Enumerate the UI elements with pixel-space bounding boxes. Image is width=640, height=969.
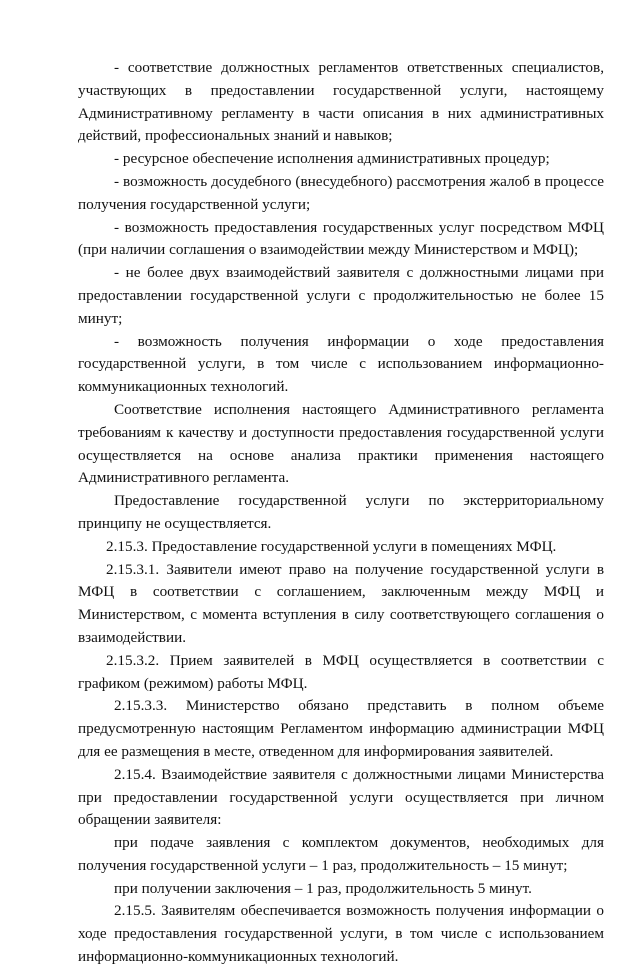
paragraph-extraterritorial: Предоставление государственной услуги по экстерриториальному принципу не осуществляется. [78, 492, 604, 532]
document-page [78, 57, 604, 969]
section-2-15-3: 2.15.3. Предоставление государственной услуги в помещениях МФЦ. [106, 537, 557, 555]
section-2-15-3-3: 2.15.3.3. Министерство обязано представить в полном объеме предусмотренную настоящим Регламентом информацию администрации МФЦ для ее размещения в месте, отведенном для информирования заявителей. [78, 697, 604, 760]
paragraph-resource-support: - ресурсное обеспечение исполнения административных процедур; [114, 150, 550, 168]
paragraph-progress-information: - возможность получения информации о ходе предоставления государственной услуги, в том числе с использованием информационно-коммуникационных технологий. [78, 332, 604, 396]
paragraph-application-submission: при подаче заявления с комплектом документов, необходимых для получения государственной услуги – 1 раз, продолжительность – 15 минут; [78, 834, 604, 874]
section-2-15-3-1: 2.15.3.1. Заявители имеют право на получение государственной услуги в МФЦ в соответствии с соглашением, заключенным между МФЦ и Министерством, с момента вступления в силу соответствующего соглашения о взаимодействии. [78, 560, 604, 646]
section-2-15-5: 2.15.5. Заявителям обеспечивается возможность получения информации о ходе предоставления государственной услуги, в том числе с использованием информационно-коммуникационных технологий. [78, 902, 604, 966]
paragraph-regulations-compliance: - соответствие должностных регламентов ответственных специалистов, участвующих в предоставлении государственной услуги, настоящему Административному регламенту в части описания в них административных действий, профессиональных знаний и навыков; [78, 59, 604, 145]
paragraph-interactions-limit: - не более двух взаимодействий заявителя с должностными лицами при предоставлении государственной услуги с продолжительностью не более 15 минут; [78, 264, 604, 327]
paragraph-pretrial-appeal: - возможность досудебного (внесудебного) рассмотрения жалоб в процессе получения государственной услуги; [78, 172, 604, 213]
paragraph-quality-compliance: Соответствие исполнения настоящего Административного регламента требованиям к качеству и доступности предоставления государственной услуги осуществляется на основе анализа практики применения настоящего Административного регламента. [78, 400, 604, 487]
paragraph-conclusion-receipt: при получении заключения – 1 раз, продолжительность 5 минут. [114, 879, 532, 897]
section-2-15-4: 2.15.4. Взаимодействие заявителя с должностными лицами Министерства при предоставлении государственной услуги осуществляется при личном обращении заявителя: [78, 765, 604, 829]
section-2-15-3-2: 2.15.3.2. Прием заявителей в МФЦ осуществляется в соответствии с графиком (режимом) работы МФЦ. [78, 651, 604, 692]
paragraph-mfc-availability: - возможность предоставления государственных услуг посредством МФЦ (при наличии соглашения о взаимодействии между Министерством и МФЦ); [78, 218, 604, 259]
